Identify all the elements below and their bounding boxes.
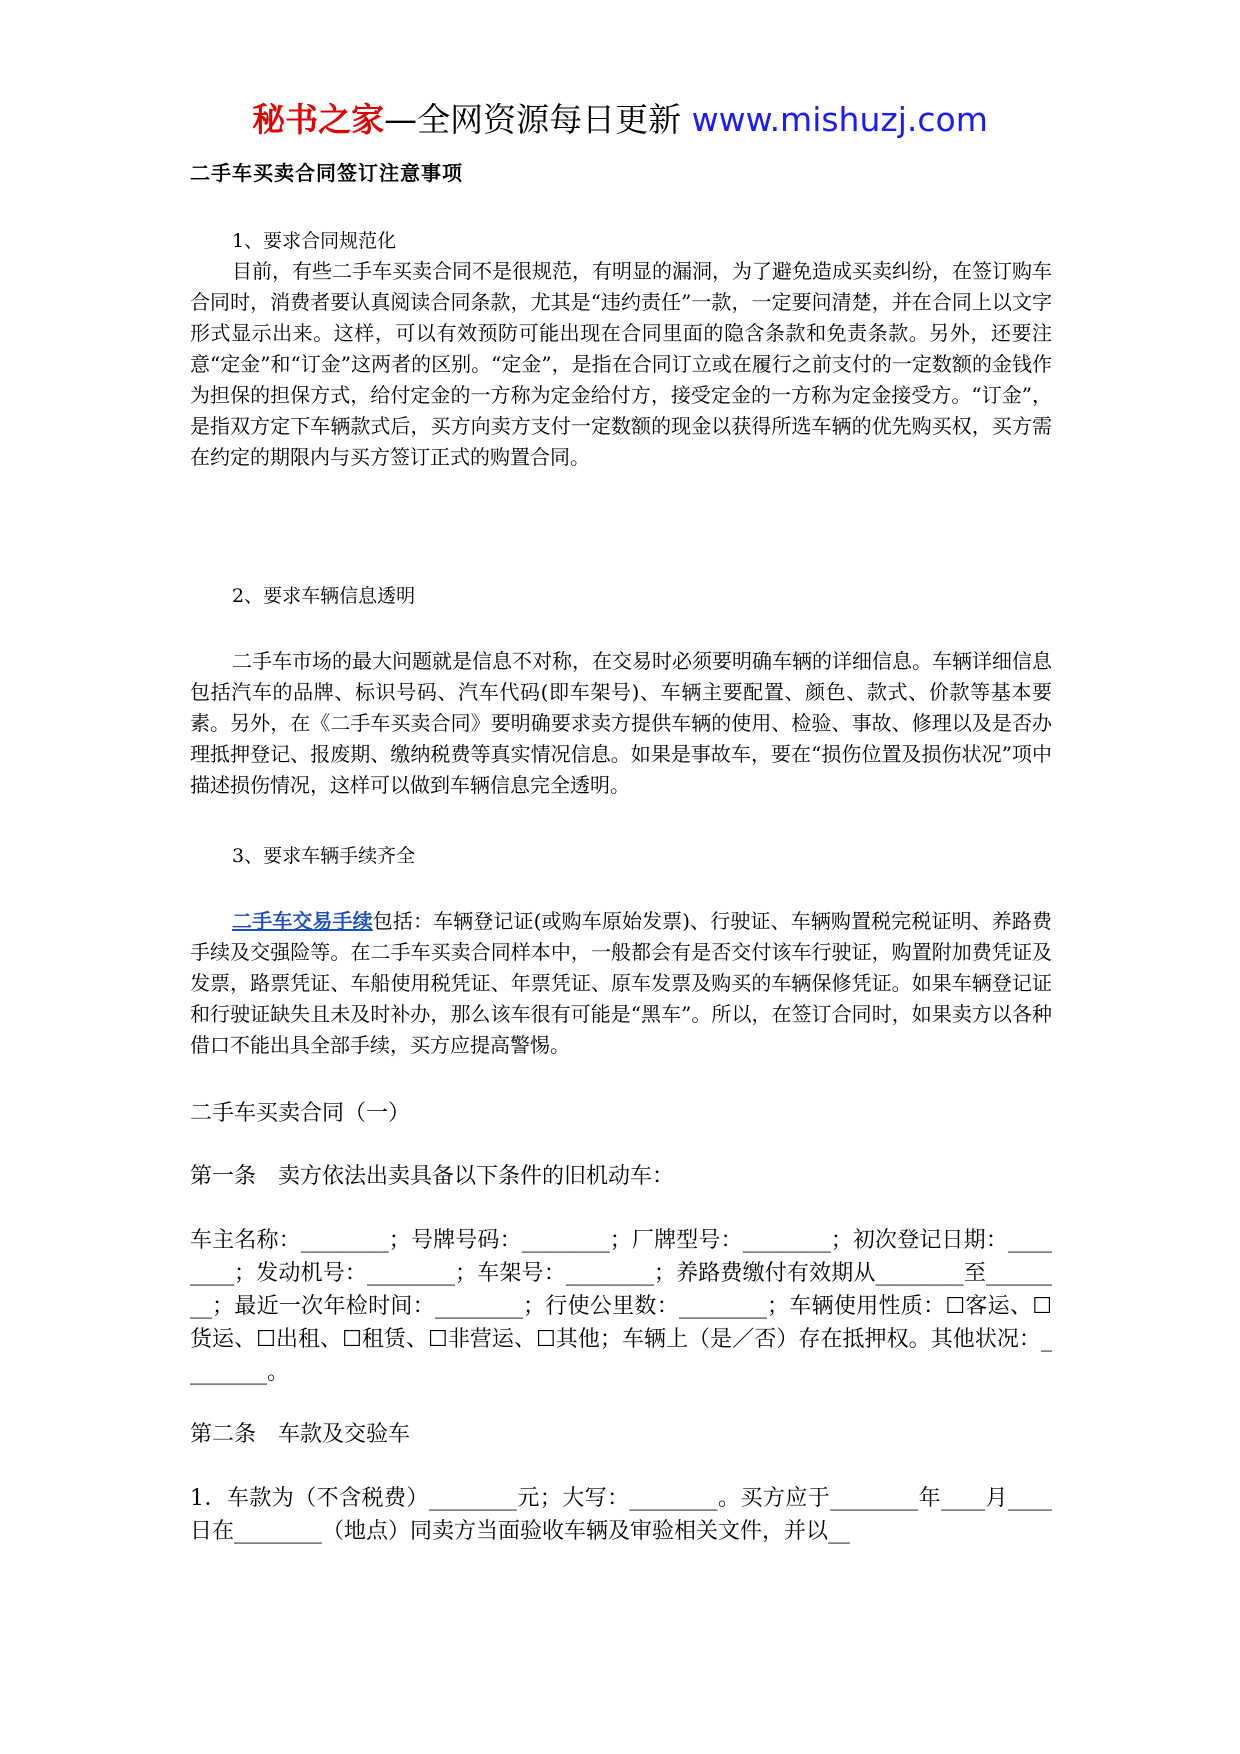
banner-url-link[interactable]: www.mishuzj.com: [691, 100, 988, 139]
article-1-heading: 第一条 卖方依法出卖具备以下条件的旧机动车：: [190, 1164, 675, 1189]
article-1-fields: 车主名称：________；号牌号码：________；厂牌型号：________；初次登记日期：________；发动机号：________；车架号：________；养路费缴付有效期从________至________；最近一次年检时间：________；行使公里数：________；车辆使用性质：☐客运、☐货运、☐出租、☐租赁、☐非营运、☐其他；车辆上（是／否）存在抵押权。其他状况：________。: [190, 1228, 1052, 1385]
article-2-heading: 第二条 车款及交验车: [190, 1422, 411, 1447]
site-banner: [0, 98, 1240, 142]
used-car-procedures-link[interactable]: 二手车交易手续: [232, 909, 373, 933]
banner-brand: 秘书之家: [252, 100, 385, 139]
section-paragraph-1: 目前，有些二手车买卖合同不是很规范，有明显的漏洞，为了避免造成买卖纠纷，在签订购车合同时，消费者要认真阅读合同条款，尤其是“违约责任”一款，一定要问清楚，并在合同上以文字形式显示出来。这样，可以有效预防可能出现在合同里面的隐含条款和免责条款。另外，还要注意“定金”和“订金”这两者的区别。“定金”，是指在合同订立或在履行之前支付的一定数额的金钱作为担保的担保方式，给付定金的一方称为定金给付方，接受定金的一方称为定金接受方。“订金”，是指双方定下车辆款式后，买方向卖方支付一定数额的现金以获得所选车辆的优先购买权，买方需在约定的期限内与买方签订正式的购置合同。: [190, 259, 1052, 469]
section-heading-2: 2、要求车辆信息透明: [232, 585, 416, 607]
section-heading-1: 1、要求合同规范化: [232, 230, 397, 252]
section-heading-3: 3、要求车辆手续齐全: [232, 845, 416, 867]
section-paragraph-2: 二手车市场的最大问题就是信息不对称，在交易时必须要明确车辆的详细信息。车辆详细信息包括汽车的品牌、标识号码、汽车代码(即车架号)、车辆主要配置、颜色、款式、价款等基本要素。另外，在《二手车买卖合同》要明确要求卖方提供车辆的使用、检验、事故、修理以及是否办理抵押登记、报废期、缴纳税费等真实情况信息。如果是事故车，要在“损伤位置及损伤状况”项中描述损伤情况，这样可以做到车辆信息完全透明。: [190, 649, 1052, 797]
contract-title: 二手车买卖合同（一）: [190, 1101, 411, 1126]
banner-slogan: —全网资源每日更新: [384, 100, 692, 139]
section-paragraph-3-text: 包括：车辆登记证(或购车原始发票)、行驶证、车辆购置税完税证明、养路费手续及交强险等。在二手车买卖合同样本中，一般都会有是否交付该车行驶证，购置附加费凭证及发票，路票凭证、车船使用税凭证、年票凭证、原车发票及购买的车辆保修凭证。如果车辆登记证和行驶证缺失且未及时补办，那么该车很有可能是“黑车”。所以，在签订合同时，如果卖方以各种借口不能出具全部手续，买方应提高警惕。: [190, 909, 1052, 1057]
section-paragraph-3: [190, 906, 1052, 1061]
document-title: 二手车买卖合同签订注意事项: [190, 161, 463, 185]
article-2-text: 1．车款为（不含税费）________元；大写：________。买方应于________年____月____日在________（地点）同卖方当面验收车辆及审验相关文件，并以__: [190, 1486, 1052, 1544]
